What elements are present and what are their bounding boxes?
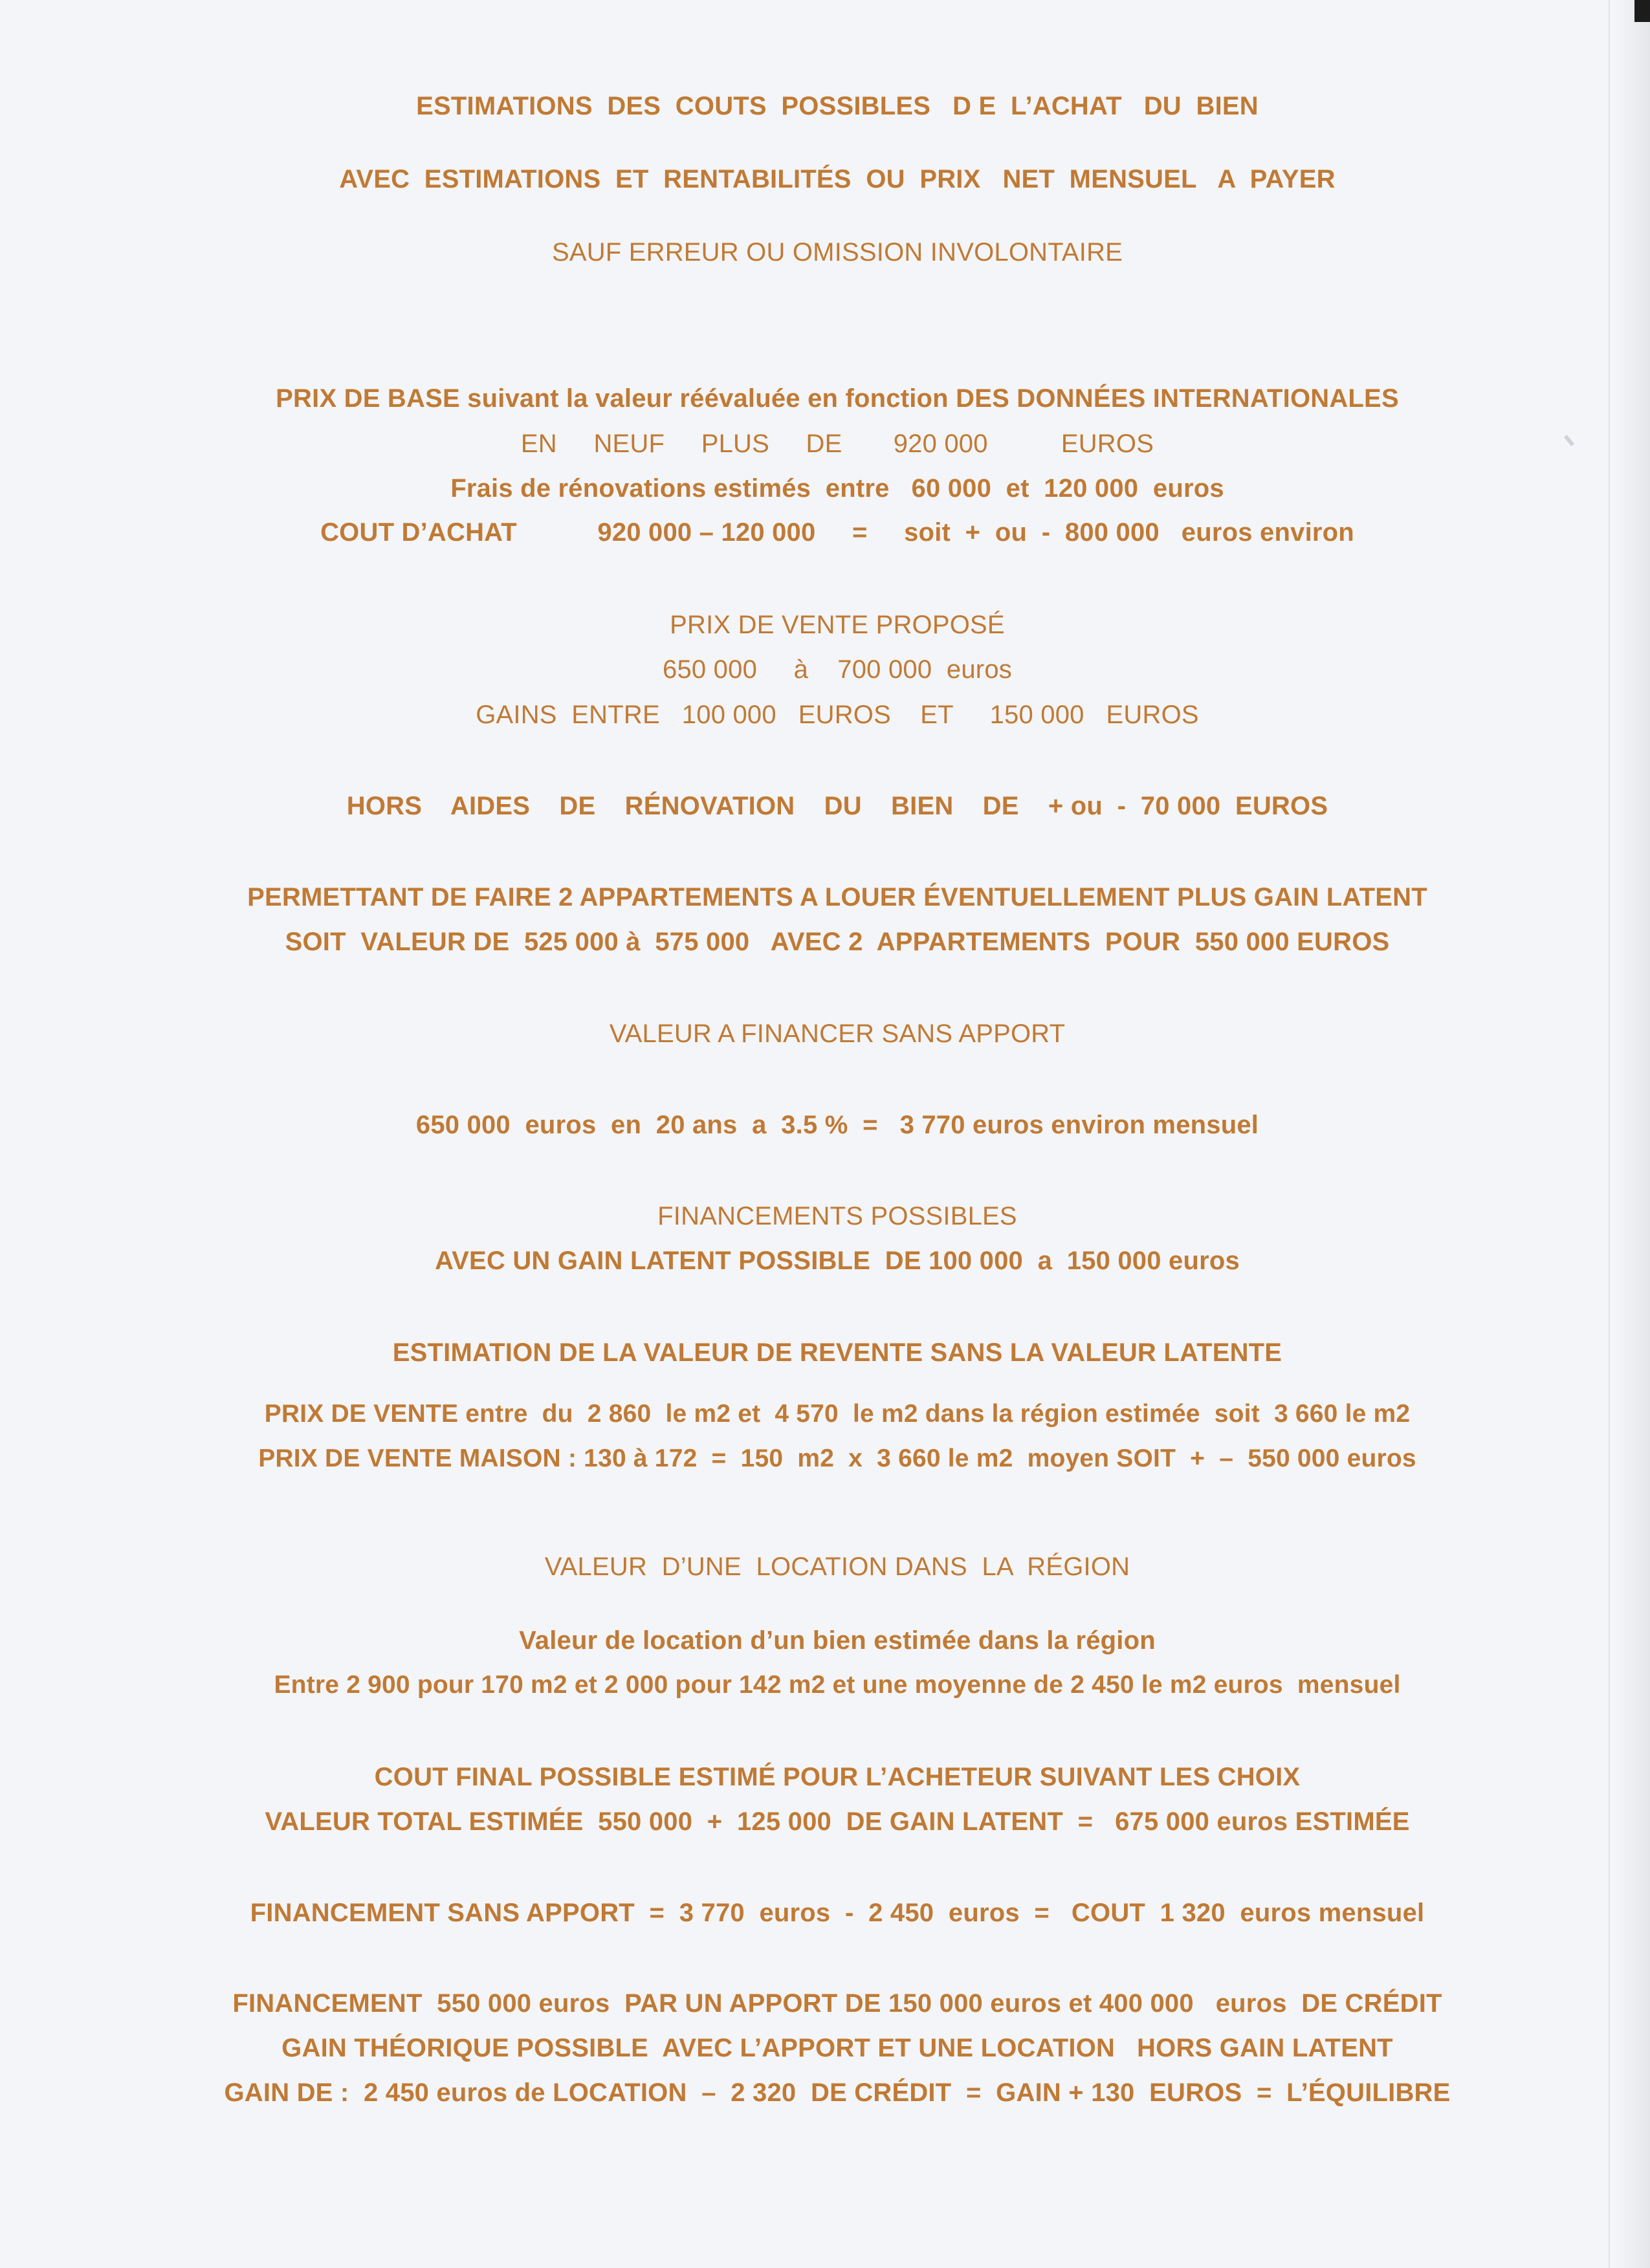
gain-equilibre-line: GAIN DE : 2 450 euros de LOCATION – 2 320 DE CRÉDIT = GAIN + 130 EUROS = L’ÉQUILIBRE (224, 2078, 1451, 2107)
financement-apport-line: FINANCEMENT 550 000 euros PAR UN APPORT DE 150 000 euros et 400 000 euros DE CRÉDIT (232, 1989, 1442, 2018)
scan-page-edge (1609, 0, 1650, 2268)
financements-heading: FINANCEMENTS POSSIBLES (657, 1202, 1017, 1230)
header-title-line-2: AVEC ESTIMATIONS ET RENTABILITÉS OU PRIX NET MENSUEL A PAYER (339, 165, 1336, 193)
location-line-1: Valeur de location d’un bien estimée dans la région (519, 1626, 1156, 1655)
scan-corner-mark (1634, 0, 1650, 22)
gain-latent-line: AVEC UN GAIN LATENT POSSIBLE DE 100 000 a 150 000 euros (435, 1247, 1240, 1275)
gains-line: GAINS ENTRE 100 000 EUROS ET 150 000 EUROS (476, 701, 1199, 729)
valeur-totale-line: VALEUR TOTAL ESTIMÉE 550 000 + 125 000 DE GAIN LATENT = 675 000 euros ESTIMÉE (265, 1807, 1410, 1836)
prix-m2-line: PRIX DE VENTE entre du 2 860 le m2 et 4 570 le m2 dans la région estimée soit 3 660 le m2 (264, 1400, 1411, 1428)
valeur-location-heading: VALEUR D’UNE LOCATION DANS LA RÉGION (544, 1553, 1130, 1581)
cout-final-heading: COUT FINAL POSSIBLE ESTIMÉ POUR L’ACHETEUR SUIVANT LES CHOIX (374, 1763, 1301, 1791)
prix-base-heading: PRIX DE BASE suivant la valeur réévaluée en fonction DES DONNÉES INTERNATIONALES (276, 384, 1399, 413)
frais-renovation-line: Frais de rénovations estimés entre 60 000 et 120 000 euros (450, 474, 1224, 503)
appartements-line-1: PERMETTANT DE FAIRE 2 APPARTEMENTS A LOUER ÉVENTUELLEMENT PLUS GAIN LATENT (247, 883, 1427, 911)
calcul-credit-line: 650 000 euros en 20 ans a 3.5 % = 3 770 euros environ mensuel (415, 1111, 1259, 1139)
prix-neuf-line: EN NEUF PLUS DE 920 000 EUROS (520, 430, 1154, 458)
prix-vente-heading: PRIX DE VENTE PROPOSÉ (670, 611, 1005, 639)
header-title-line-1: ESTIMATIONS DES COUTS POSSIBLES D E L’ACHAT DU BIEN (416, 92, 1259, 120)
location-line-2: Entre 2 900 pour 170 m2 et 2 000 pour 142 m2 et une moyenne de 2 450 le m2 euros mensuel (274, 1671, 1401, 1699)
prix-maison-line: PRIX DE VENTE MAISON : 130 à 172 = 150 m2 x 3 660 le m2 moyen SOIT + – 550 000 euros (258, 1445, 1416, 1472)
valeur-financer-heading: VALEUR A FINANCER SANS APPORT (609, 1020, 1066, 1048)
hors-aides-line: HORS AIDES DE RÉNOVATION DU BIEN DE + ou - 70 000 EUROS (346, 792, 1328, 820)
appartements-line-2: SOIT VALEUR DE 525 000 à 575 000 AVEC 2 APPARTEMENTS POUR 550 000 EUROS (285, 928, 1390, 956)
gain-theorique-line: GAIN THÉORIQUE POSSIBLE AVEC L’APPORT ET UNE LOCATION HORS GAIN LATENT (281, 2034, 1393, 2062)
financement-sans-apport-line: FINANCEMENT SANS APPORT = 3 770 euros - 2 450 euros = COUT 1 320 euros mensuel (250, 1899, 1425, 1927)
cout-achat-line: COUT D’ACHAT 920 000 – 120 000 = soit + ou - 800 000 euros environ (320, 518, 1354, 547)
estimation-revente-heading: ESTIMATION DE LA VALEUR DE REVENTE SANS LA VALEUR LATENTE (392, 1338, 1282, 1367)
prix-vente-range: 650 000 à 700 000 euros (663, 655, 1012, 684)
header-disclaimer: SAUF ERREUR OU OMISSION INVOLONTAIRE (551, 238, 1123, 267)
